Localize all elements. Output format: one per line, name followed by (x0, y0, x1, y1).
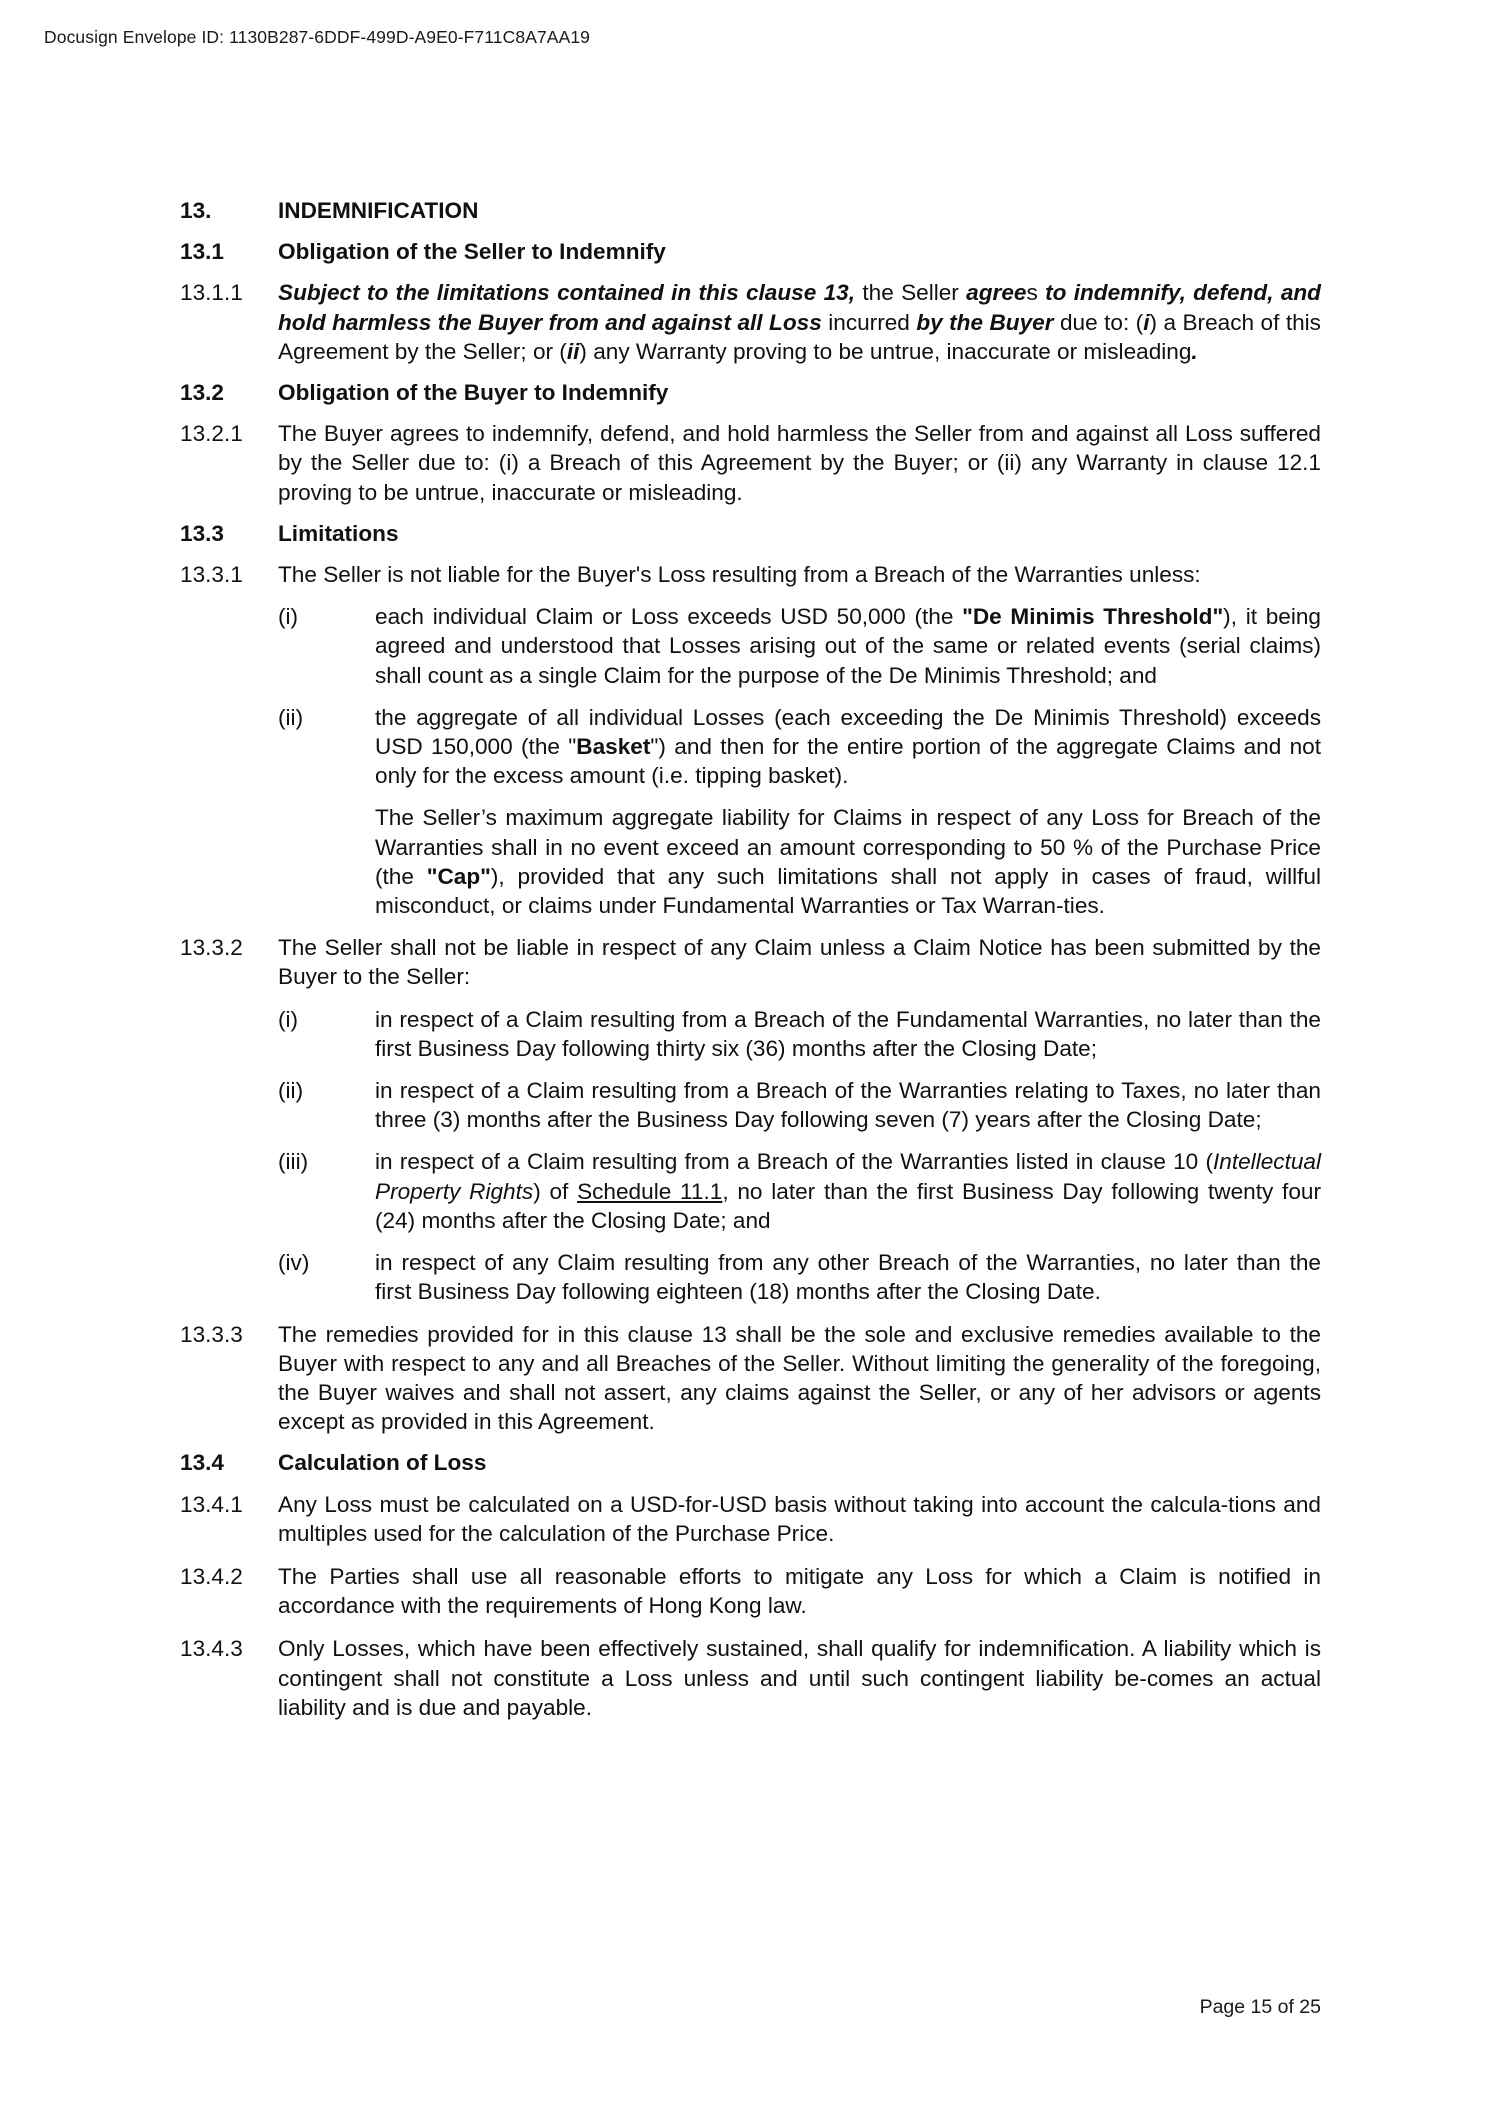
text-run: ) a Breach of this Agreement by the Seller; or ( (278, 309, 1321, 364)
list-item-number: (ii) (278, 704, 304, 730)
text-run: ) of (533, 1178, 578, 1204)
section-number: 13. (180, 198, 212, 223)
schedule-reference: Schedule 11.1 (577, 1178, 723, 1204)
text-run: ii (566, 338, 580, 364)
cap-paragraph (375, 803, 1321, 920)
subsection-title: Obligation of the Seller to Indemnify (278, 239, 666, 265)
list-item-text (375, 703, 1321, 791)
text-run: by the Buyer (916, 309, 1054, 335)
subsection-number: 13.4 (180, 1450, 224, 1476)
list-item-text: in respect of a Claim resulting from a Breach of the Warranties relating to Taxes, no later than three (3) months after the Business Day following seven (7) years after the Closing Date; (375, 1078, 1321, 1133)
clause-number: 13.3.2 (180, 935, 243, 961)
list-item (278, 1147, 1321, 1235)
subsection-number: 13.3 (180, 520, 224, 546)
list-item-text (375, 602, 1321, 690)
text-run: i (1143, 309, 1150, 335)
subsection-title: Calculation of Loss (278, 1450, 487, 1476)
subsection-heading (180, 378, 1321, 407)
list-item-number: (ii) (278, 1078, 304, 1104)
text-run: The Seller’s maximum aggregate liability for Claims in respect of any Loss for Breach of the Warranties shall in no event exceed an amount corresponding to 50 % of the Purchase Price (the (375, 805, 1321, 889)
subsection-heading (180, 519, 1321, 548)
clause-text: The remedies provided for in this clause 13 shall be the sole and exclusive remedies available to the Buyer with respect to any and all Breaches of the Seller. Without limiting the generality of the foregoing, the Buyer waives and shall not assert, any claims against the Seller, or any of her advisors or agents except as provided in this Agreement. (278, 1321, 1321, 1435)
subsection-number: 13.1 (180, 239, 224, 265)
text-run: due to: ( (1053, 309, 1144, 335)
clause-text: The Seller is not liable for the Buyer's Loss resulting from a Breach of the Warranties unless: (278, 562, 1201, 588)
text-run: to indemnify, defend, and hold harmless the Buyer from and against all Loss (278, 280, 1321, 335)
clause-13-2-1 (180, 419, 1321, 507)
subsection-heading (180, 1448, 1321, 1477)
list-item-text: in respect of a Claim resulting from a Breach of the Fundamental Warranties, no later than the first Business Day following thirty six (36) months after the Closing Date; (375, 1006, 1321, 1061)
list-item-number: (iv) (278, 1250, 310, 1276)
section-heading (180, 196, 1321, 225)
subsection-heading (180, 237, 1321, 266)
clause-number: 13.4.1 (180, 1491, 243, 1517)
clause-13-4-3 (180, 1634, 1321, 1722)
clause-13-3-1 (180, 560, 1321, 589)
clause-13-3-2 (180, 933, 1321, 991)
text-run: agree (966, 280, 1027, 306)
clause-number: 13.2.1 (180, 421, 243, 447)
clause-13-1-1 (180, 278, 1321, 366)
clause-13-4-1 (180, 1490, 1321, 1548)
clause-text: The Parties shall use all reasonable efforts to mitigate any Loss for which a Claim is notified in accordance with the requirements of Hong Kong law. (278, 1563, 1321, 1619)
subsection-title: Obligation of the Buyer to Indemnify (278, 380, 669, 406)
text-run: . (1191, 338, 1198, 364)
list-item-number: (i) (278, 1006, 299, 1032)
list-item (278, 602, 1321, 690)
text-run: Subject to the limitations contained in this clause 13, (278, 280, 856, 306)
list-item-text (375, 1147, 1321, 1235)
clause-number: 13.3.1 (180, 562, 243, 588)
list-item-number: (iii) (278, 1149, 309, 1175)
text-run: incurred (821, 309, 917, 335)
subsection-title: Limitations (278, 520, 399, 546)
text-run: ) any Warranty proving to be untrue, inaccurate or misleading (579, 338, 1192, 364)
clause-text: The Seller shall not be liable in respect of any Claim unless a Claim Notice has been submitted by the Buyer to the Seller: (278, 935, 1321, 990)
text-run: s (1026, 280, 1038, 306)
list-item-number: (i) (278, 604, 299, 630)
clause-13-4-2 (180, 1562, 1321, 1620)
clause-13-3-3 (180, 1320, 1321, 1437)
text-run: ), provided that any such limitations shall not apply in cases of fraud, willful misconduct, or claims under Fundamental Warranties or Tax Warran-ties. (375, 863, 1321, 919)
text-run: , no later than the first Business Day following twenty four (24) months after the Closing Date; and (375, 1178, 1321, 1233)
clause-number: 13.4.2 (180, 1563, 243, 1589)
clause-text: Any Loss must be calculated on a USD-for-USD basis without taking into account the calcula-tions and multiples used for the calculation of the Purchase Price. (278, 1491, 1321, 1546)
defined-term: "De Minimis Threshold" (962, 604, 1224, 630)
text-run: the aggregate of all individual Losses (each exceeding the De Minimis Threshold) exceeds USD 150,000 (the " (375, 704, 1321, 760)
subsection-number: 13.2 (180, 380, 224, 406)
list-item (278, 703, 1321, 791)
list-item (278, 1005, 1321, 1063)
page-number: Page 15 of 25 (1199, 1996, 1321, 2018)
list-item (278, 1076, 1321, 1134)
italic-term: Intellectual Property Rights (375, 1149, 1321, 1204)
clause-text: The Buyer agrees to indemnify, defend, and hold harmless the Seller from and against all Loss suffered by the Seller due to: (i) a Breach of this Agreement by the Buyer; or (ii) any Warranty in clause 12.1 proving to be untrue, inaccurate or misleading. (278, 421, 1321, 505)
defined-term: "Cap" (426, 863, 491, 889)
clause-number: 13.1.1 (180, 280, 243, 306)
section-title: INDEMNIFICATION (278, 198, 479, 223)
text-run: in respect of a Claim resulting from a Breach of the Warranties listed in clause 10 ( (375, 1149, 1213, 1175)
text-run: each individual Claim or Loss exceeds USD 50,000 (the (375, 604, 963, 630)
list-item-text: in respect of any Claim resulting from any other Breach of the Warranties, no later than the first Business Day following eighteen (18) months after the Closing Date. (375, 1250, 1321, 1305)
clause-text (278, 278, 1321, 366)
document-body (180, 196, 1321, 1722)
text-run: ") and then for the entire portion of the aggregate Claims and not only for the excess amount (i.e. tipping basket). (375, 734, 1321, 789)
clause-number: 13.3.3 (180, 1321, 243, 1347)
envelope-id: Docusign Envelope ID: 1130B287-6DDF-499D-A9E0-F711C8A7AA19 (44, 27, 591, 47)
clause-text: Only Losses, which have been effectively sustained, shall qualify for indemnification. A liability which is contingent shall not constitute a Loss unless and until such contingent liability be-comes an actual liability and is due and payable. (278, 1636, 1321, 1720)
clause-number: 13.4.3 (180, 1636, 243, 1662)
text-run: the Seller (855, 280, 967, 306)
defined-term: Basket (576, 734, 651, 760)
list-item (278, 1248, 1321, 1306)
text-run: ), it being agreed and understood that Losses arising out of the same or related events (serial claims) shall count as a single Claim for the purpose of the De Minimis Threshold; and (375, 604, 1321, 688)
